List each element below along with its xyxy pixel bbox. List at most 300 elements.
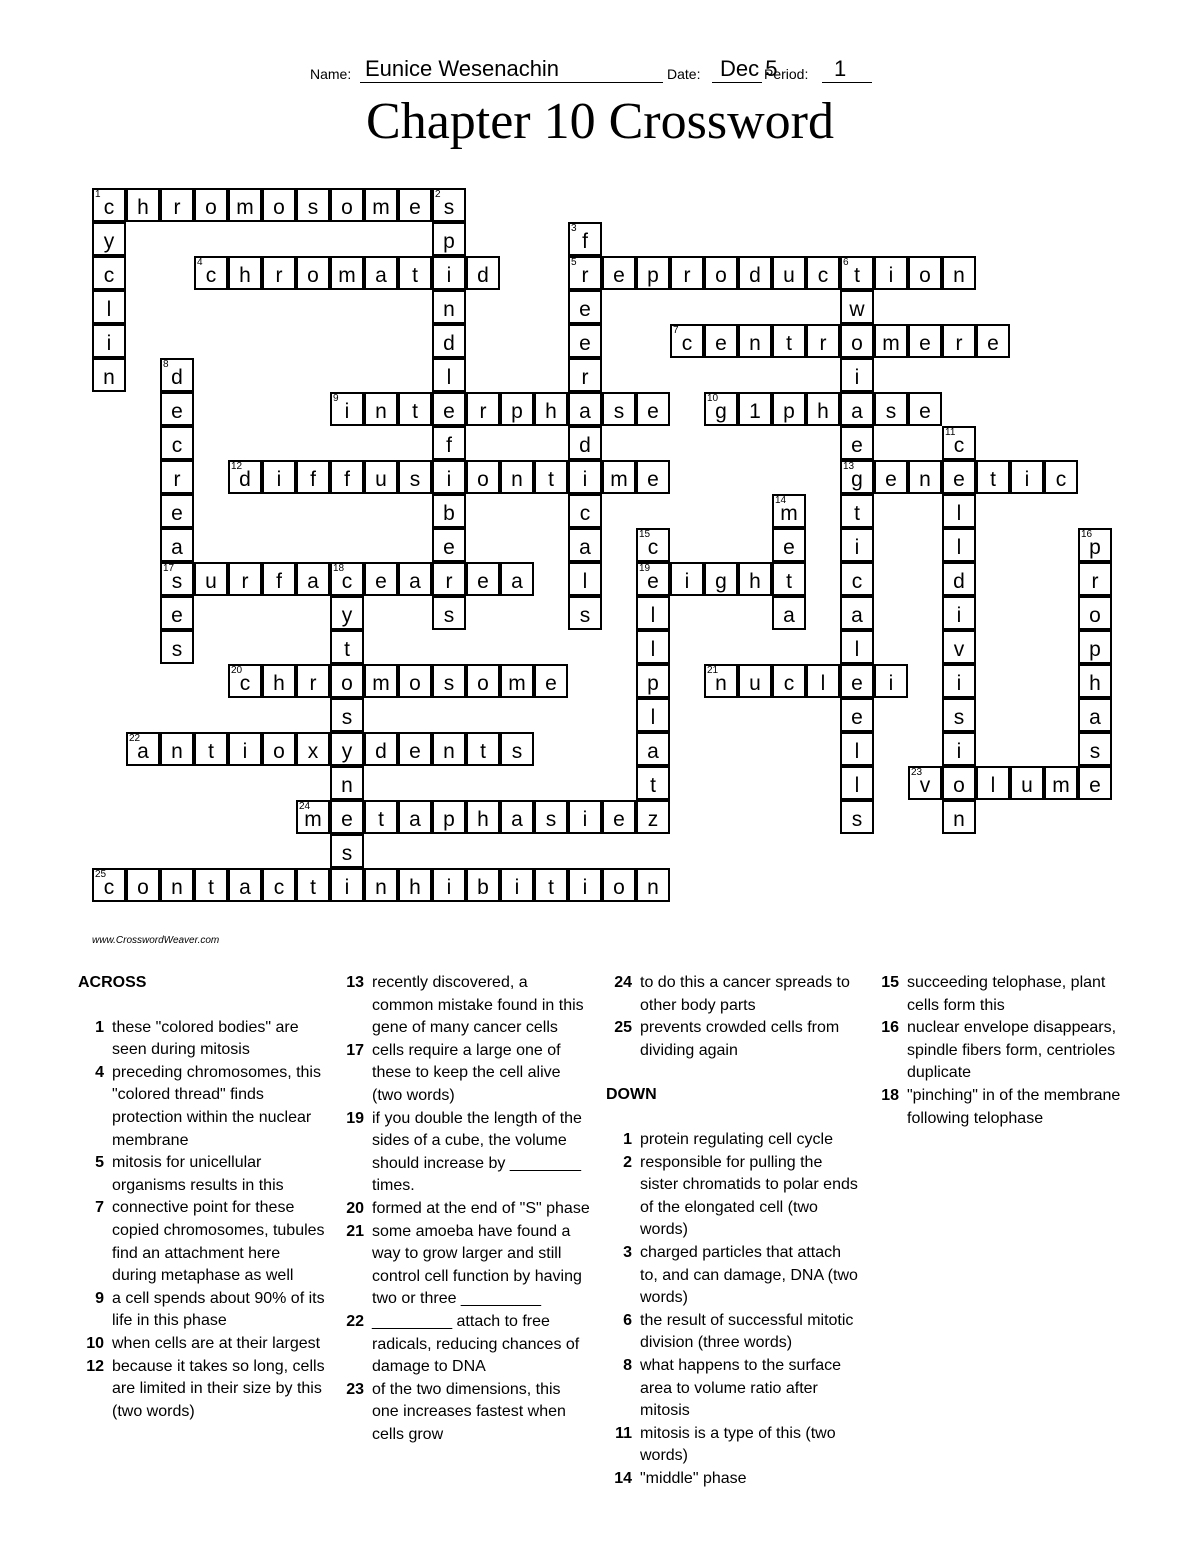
- grid-cell[interactable]: [568, 324, 602, 358]
- grid-cell[interactable]: [296, 460, 330, 494]
- grid-cell[interactable]: [364, 800, 398, 834]
- grid-cell[interactable]: [194, 188, 228, 222]
- cell-number: 6: [843, 257, 849, 268]
- grid-cell[interactable]: [364, 460, 398, 494]
- grid-cell[interactable]: [432, 392, 466, 426]
- grid-cell[interactable]: [840, 630, 874, 664]
- grid-cell[interactable]: [806, 324, 840, 358]
- clue-text: what happens to the surface area to volume ratio after mitosis: [640, 1356, 842, 1420]
- grid-cell[interactable]: [364, 188, 398, 222]
- grid-cell[interactable]: [636, 800, 670, 834]
- cell-number: 19: [639, 563, 651, 574]
- grid-cell[interactable]: [704, 392, 738, 426]
- grid-cell[interactable]: [942, 256, 976, 290]
- grid-cell[interactable]: [262, 460, 296, 494]
- grid-cell[interactable]: [262, 732, 296, 766]
- cell-number: 23: [911, 767, 923, 778]
- cell-letter: i: [344, 876, 350, 899]
- cell-letter: b: [443, 502, 455, 525]
- grid-cell[interactable]: [806, 392, 840, 426]
- grid-cell[interactable]: [1010, 766, 1044, 800]
- grid-cell[interactable]: [568, 256, 602, 290]
- cell-letter: h: [1089, 672, 1101, 695]
- cell-letter: h: [477, 808, 489, 831]
- grid-cell[interactable]: [330, 630, 364, 664]
- grid-cell[interactable]: [772, 256, 806, 290]
- cell-letter: r: [479, 400, 487, 423]
- grid-cell[interactable]: [942, 732, 976, 766]
- grid-cell[interactable]: [500, 562, 534, 596]
- grid-cell[interactable]: [1078, 732, 1112, 766]
- grid-cell[interactable]: [500, 732, 534, 766]
- grid-cell[interactable]: [228, 868, 262, 902]
- grid-cell[interactable]: [1078, 630, 1112, 664]
- cell-letter: m: [236, 196, 254, 219]
- grid-cell[interactable]: [568, 562, 602, 596]
- grid-cell[interactable]: [432, 426, 466, 460]
- grid-cell[interactable]: [330, 834, 364, 868]
- grid-cell[interactable]: [568, 392, 602, 426]
- grid-cell[interactable]: [534, 460, 568, 494]
- grid-cell[interactable]: [466, 256, 500, 290]
- grid-cell[interactable]: [772, 324, 806, 358]
- grid-cell[interactable]: [228, 188, 262, 222]
- grid-cell[interactable]: [636, 630, 670, 664]
- grid-cell[interactable]: [500, 392, 534, 426]
- grid-cell[interactable]: [160, 562, 194, 596]
- grid-cell[interactable]: [398, 868, 432, 902]
- grid-cell[interactable]: [194, 562, 228, 596]
- grid-cell[interactable]: [840, 664, 874, 698]
- grid-cell[interactable]: [364, 392, 398, 426]
- grid-cell[interactable]: [874, 392, 908, 426]
- grid-cell[interactable]: [262, 868, 296, 902]
- grid-cell[interactable]: [636, 596, 670, 630]
- grid-cell[interactable]: [568, 800, 602, 834]
- grid-cell[interactable]: [330, 188, 364, 222]
- grid-cell[interactable]: [738, 324, 772, 358]
- cell-letter: s: [171, 638, 183, 661]
- cell-letter: p: [443, 230, 455, 253]
- clue-across-19: [338, 1108, 590, 1198]
- grid-cell[interactable]: [908, 766, 942, 800]
- grid-cell[interactable]: [1078, 562, 1112, 596]
- grid-cell[interactable]: [636, 256, 670, 290]
- cell-letter: c: [103, 264, 115, 287]
- grid-cell[interactable]: [262, 256, 296, 290]
- grid-cell[interactable]: [704, 324, 738, 358]
- grid-cell[interactable]: [228, 562, 262, 596]
- grid-cell[interactable]: [500, 868, 534, 902]
- grid-cell[interactable]: [330, 460, 364, 494]
- cell-letter: i: [242, 740, 248, 763]
- grid-cell[interactable]: [398, 460, 432, 494]
- grid-cell[interactable]: [1078, 528, 1112, 562]
- grid-cell[interactable]: [874, 324, 908, 358]
- grid-cell[interactable]: [1010, 460, 1044, 494]
- grid-cell[interactable]: [228, 664, 262, 698]
- grid-cell[interactable]: [432, 868, 466, 902]
- grid-cell[interactable]: [330, 868, 364, 902]
- grid-cell[interactable]: [738, 664, 772, 698]
- grid-cell[interactable]: [432, 324, 466, 358]
- grid-cell[interactable]: [942, 426, 976, 460]
- grid-cell[interactable]: [92, 358, 126, 392]
- grid-cell[interactable]: [500, 460, 534, 494]
- cell-letter: n: [647, 876, 659, 899]
- cell-number: 2: [435, 189, 441, 200]
- name-field[interactable]: Eunice Wesenachin: [365, 56, 560, 81]
- grid-cell[interactable]: [840, 256, 874, 290]
- grid-cell[interactable]: [466, 392, 500, 426]
- cell-letter: m: [304, 808, 322, 831]
- grid-cell[interactable]: [92, 256, 126, 290]
- cell-letter: o: [341, 196, 353, 219]
- cell-letter: n: [171, 876, 183, 899]
- grid-cell[interactable]: [942, 460, 976, 494]
- grid-cell[interactable]: [568, 868, 602, 902]
- grid-cell[interactable]: [432, 460, 466, 494]
- cell-letter: i: [888, 264, 894, 287]
- date-field[interactable]: Dec 5: [720, 56, 778, 81]
- grid-cell[interactable]: [1078, 596, 1112, 630]
- grid-cell[interactable]: [772, 596, 806, 630]
- cell-letter: c: [1055, 468, 1067, 491]
- grid-cell[interactable]: [1078, 664, 1112, 698]
- grid-cell[interactable]: [330, 698, 364, 732]
- grid-cell[interactable]: [874, 256, 908, 290]
- grid-cell[interactable]: [364, 256, 398, 290]
- grid-cell[interactable]: [160, 358, 194, 392]
- grid-cell[interactable]: [126, 732, 160, 766]
- clue-number: 3: [623, 1243, 632, 1261]
- cell-letter: i: [446, 264, 452, 287]
- grid-cell[interactable]: [840, 800, 874, 834]
- grid-cell[interactable]: [806, 664, 840, 698]
- grid-cell[interactable]: [296, 732, 330, 766]
- grid-cell[interactable]: [432, 596, 466, 630]
- grid-cell[interactable]: [296, 800, 330, 834]
- cell-letter: r: [955, 332, 963, 355]
- clue-down-11: [606, 1423, 860, 1468]
- grid-cell[interactable]: [296, 664, 330, 698]
- cell-letter: p: [1089, 638, 1101, 661]
- grid-cell[interactable]: [942, 324, 976, 358]
- grid-cell[interactable]: [636, 698, 670, 732]
- grid-cell[interactable]: [636, 664, 670, 698]
- grid-cell[interactable]: [840, 290, 874, 324]
- grid-cell[interactable]: [1044, 460, 1078, 494]
- grid-cell[interactable]: [466, 732, 500, 766]
- grid-cell[interactable]: [840, 732, 874, 766]
- grid-cell[interactable]: [500, 664, 534, 698]
- grid-cell[interactable]: [738, 256, 772, 290]
- grid-cell[interactable]: [840, 766, 874, 800]
- grid-cell[interactable]: [432, 222, 466, 256]
- grid-cell[interactable]: [840, 392, 874, 426]
- grid-cell[interactable]: [262, 188, 296, 222]
- grid-cell[interactable]: [432, 494, 466, 528]
- grid-cell[interactable]: [364, 868, 398, 902]
- grid-cell[interactable]: [262, 664, 296, 698]
- clue-text: connective point for these copied chromosomes, tubules find an attachment here during metaphase as well: [112, 1199, 325, 1285]
- grid-cell[interactable]: [874, 460, 908, 494]
- grid-cell[interactable]: [160, 460, 194, 494]
- grid-cell[interactable]: [432, 732, 466, 766]
- grid-cell[interactable]: [840, 460, 874, 494]
- grid-cell[interactable]: [296, 188, 330, 222]
- grid-cell[interactable]: [534, 392, 568, 426]
- cell-letter: s: [443, 604, 455, 627]
- cell-letter: e: [545, 672, 557, 695]
- grid-cell[interactable]: [636, 460, 670, 494]
- grid-cell[interactable]: [296, 562, 330, 596]
- grid-cell[interactable]: [194, 868, 228, 902]
- grid-cell[interactable]: [398, 188, 432, 222]
- grid-cell[interactable]: [398, 256, 432, 290]
- grid-cell[interactable]: [840, 426, 874, 460]
- grid-cell[interactable]: [670, 562, 704, 596]
- grid-cell[interactable]: [330, 732, 364, 766]
- grid-cell[interactable]: [772, 392, 806, 426]
- grid-cell[interactable]: [942, 766, 976, 800]
- cell-letter: e: [171, 502, 183, 525]
- grid-cell[interactable]: [92, 324, 126, 358]
- cell-letter: g: [715, 570, 727, 593]
- grid-cell[interactable]: [840, 528, 874, 562]
- grid-cell[interactable]: [942, 800, 976, 834]
- grid-cell[interactable]: [92, 188, 126, 222]
- grid-cell[interactable]: [92, 868, 126, 902]
- grid-cell[interactable]: [670, 324, 704, 358]
- cell-letter: o: [715, 264, 727, 287]
- grid-cell[interactable]: [432, 358, 466, 392]
- grid-cell[interactable]: [942, 630, 976, 664]
- grid-cell[interactable]: [636, 528, 670, 562]
- grid-cell[interactable]: [466, 460, 500, 494]
- grid-cell[interactable]: [432, 664, 466, 698]
- grid-cell[interactable]: [330, 800, 364, 834]
- grid-cell[interactable]: [160, 528, 194, 562]
- grid-cell[interactable]: [636, 766, 670, 800]
- grid-cell[interactable]: [772, 494, 806, 528]
- grid-cell[interactable]: [126, 868, 160, 902]
- grid-cell[interactable]: [398, 392, 432, 426]
- cell-letter: r: [173, 468, 181, 491]
- clue-across-12: [78, 1356, 328, 1424]
- cell-letter: r: [1091, 570, 1099, 593]
- grid-cell[interactable]: [738, 562, 772, 596]
- grid-cell[interactable]: [568, 358, 602, 392]
- grid-cell[interactable]: [432, 256, 466, 290]
- grid-cell[interactable]: [500, 800, 534, 834]
- cell-number: 21: [707, 665, 719, 676]
- grid-cell[interactable]: [160, 596, 194, 630]
- grid-cell[interactable]: [840, 358, 874, 392]
- cell-letter: t: [480, 740, 486, 763]
- grid-cell[interactable]: [976, 460, 1010, 494]
- clue-spacer: [78, 995, 328, 1017]
- grid-cell[interactable]: [398, 664, 432, 698]
- grid-cell[interactable]: [704, 562, 738, 596]
- clue-number: 25: [614, 1019, 632, 1037]
- cell-letter: s: [613, 400, 625, 423]
- grid-cell[interactable]: [908, 460, 942, 494]
- grid-cell[interactable]: [432, 562, 466, 596]
- grid-cell[interactable]: [636, 868, 670, 902]
- cell-letter: d: [375, 740, 387, 763]
- grid-cell[interactable]: [568, 290, 602, 324]
- grid-cell[interactable]: [330, 392, 364, 426]
- grid-cell[interactable]: [330, 664, 364, 698]
- grid-cell[interactable]: [568, 222, 602, 256]
- cell-letter: i: [1024, 468, 1030, 491]
- grid-cell[interactable]: [840, 596, 874, 630]
- grid-cell[interactable]: [364, 732, 398, 766]
- grid-cell[interactable]: [568, 460, 602, 494]
- grid-cell[interactable]: [126, 188, 160, 222]
- grid-cell[interactable]: [296, 868, 330, 902]
- grid-cell[interactable]: [466, 664, 500, 698]
- clue-across-21: [338, 1221, 590, 1311]
- grid-cell[interactable]: [874, 664, 908, 698]
- grid-cell[interactable]: [568, 426, 602, 460]
- grid-cell[interactable]: [432, 800, 466, 834]
- grid-cell[interactable]: [840, 324, 874, 358]
- grid-cell[interactable]: [942, 494, 976, 528]
- grid-cell[interactable]: [636, 392, 670, 426]
- cell-number: 17: [163, 563, 175, 574]
- period-field[interactable]: 1: [834, 56, 847, 81]
- grid-cell[interactable]: [976, 324, 1010, 358]
- grid-cell[interactable]: [772, 528, 806, 562]
- grid-cell[interactable]: [976, 766, 1010, 800]
- grid-cell[interactable]: [942, 698, 976, 732]
- clue-text: protein regulating cell cycle: [640, 1130, 833, 1148]
- grid-cell[interactable]: [194, 256, 228, 290]
- cell-letter: i: [684, 570, 690, 593]
- grid-cell[interactable]: [568, 528, 602, 562]
- grid-cell[interactable]: [160, 188, 194, 222]
- grid-cell[interactable]: [398, 732, 432, 766]
- grid-cell[interactable]: [568, 494, 602, 528]
- grid-cell[interactable]: [330, 562, 364, 596]
- grid-cell[interactable]: [92, 290, 126, 324]
- grid-cell[interactable]: [840, 562, 874, 596]
- cell-letter: e: [919, 332, 931, 355]
- grid-cell[interactable]: [772, 664, 806, 698]
- grid-cell[interactable]: [330, 766, 364, 800]
- grid-cell[interactable]: [160, 868, 194, 902]
- grid-cell[interactable]: [330, 596, 364, 630]
- grid-cell[interactable]: [942, 596, 976, 630]
- grid-cell[interactable]: [330, 256, 364, 290]
- grid-cell[interactable]: [262, 562, 296, 596]
- clues-column-2: [338, 972, 590, 1446]
- grid-cell[interactable]: [160, 392, 194, 426]
- cell-letter: s: [885, 400, 897, 423]
- grid-cell[interactable]: [160, 732, 194, 766]
- grid-cell[interactable]: [160, 630, 194, 664]
- grid-cell[interactable]: [364, 562, 398, 596]
- grid-cell[interactable]: [466, 800, 500, 834]
- grid-cell[interactable]: [398, 562, 432, 596]
- grid-cell[interactable]: [908, 392, 942, 426]
- grid-cell[interactable]: [534, 800, 568, 834]
- cell-letter: r: [581, 366, 589, 389]
- grid-cell[interactable]: [1078, 766, 1112, 800]
- grid-cell[interactable]: [908, 256, 942, 290]
- cell-letter: i: [956, 740, 962, 763]
- clue-across-7: [78, 1197, 328, 1287]
- grid-cell[interactable]: [636, 562, 670, 596]
- clue-number: 19: [346, 1109, 364, 1127]
- grid-cell[interactable]: [704, 664, 738, 698]
- grid-cell[interactable]: [1044, 766, 1078, 800]
- clue-number: 1: [95, 1018, 104, 1036]
- grid-cell[interactable]: [806, 256, 840, 290]
- grid-cell[interactable]: [602, 256, 636, 290]
- grid-cell[interactable]: [840, 698, 874, 732]
- grid-cell[interactable]: [534, 664, 568, 698]
- grid-cell[interactable]: [466, 562, 500, 596]
- grid-cell[interactable]: [602, 800, 636, 834]
- clue-text: "middle" phase: [640, 1469, 747, 1487]
- grid-cell[interactable]: [636, 732, 670, 766]
- grid-cell[interactable]: [602, 460, 636, 494]
- grid-cell[interactable]: [228, 732, 262, 766]
- cell-letter: e: [409, 196, 421, 219]
- clue-down-6: [606, 1310, 860, 1355]
- grid-cell[interactable]: [432, 188, 466, 222]
- grid-cell[interactable]: [942, 528, 976, 562]
- grid-cell[interactable]: [160, 494, 194, 528]
- grid-cell[interactable]: [432, 290, 466, 324]
- cell-letter: b: [477, 876, 489, 899]
- grid-cell[interactable]: [1078, 698, 1112, 732]
- grid-cell[interactable]: [92, 222, 126, 256]
- cell-letter: a: [307, 570, 319, 593]
- grid-cell[interactable]: [602, 392, 636, 426]
- cell-letter: v: [953, 638, 965, 661]
- grid-cell[interactable]: [364, 664, 398, 698]
- cell-letter: i: [956, 604, 962, 627]
- cell-letter: l: [650, 638, 656, 661]
- grid-cell[interactable]: [670, 256, 704, 290]
- grid-cell[interactable]: [908, 324, 942, 358]
- grid-cell[interactable]: [602, 868, 636, 902]
- grid-cell[interactable]: [296, 256, 330, 290]
- grid-cell[interactable]: [772, 562, 806, 596]
- grid-cell[interactable]: [738, 392, 772, 426]
- grid-cell[interactable]: [466, 868, 500, 902]
- grid-cell[interactable]: [942, 664, 976, 698]
- clue-number: 7: [95, 1199, 104, 1217]
- grid-cell[interactable]: [398, 800, 432, 834]
- grid-cell[interactable]: [840, 494, 874, 528]
- grid-cell[interactable]: [432, 528, 466, 562]
- grid-cell[interactable]: [228, 460, 262, 494]
- grid-cell[interactable]: [942, 562, 976, 596]
- grid-cell[interactable]: [534, 868, 568, 902]
- grid-cell[interactable]: [704, 256, 738, 290]
- cell-letter: m: [610, 468, 628, 491]
- cell-letter: i: [106, 332, 112, 355]
- grid-cell[interactable]: [194, 732, 228, 766]
- grid-cell[interactable]: [228, 256, 262, 290]
- grid-cell[interactable]: [568, 596, 602, 630]
- grid-cell[interactable]: [160, 426, 194, 460]
